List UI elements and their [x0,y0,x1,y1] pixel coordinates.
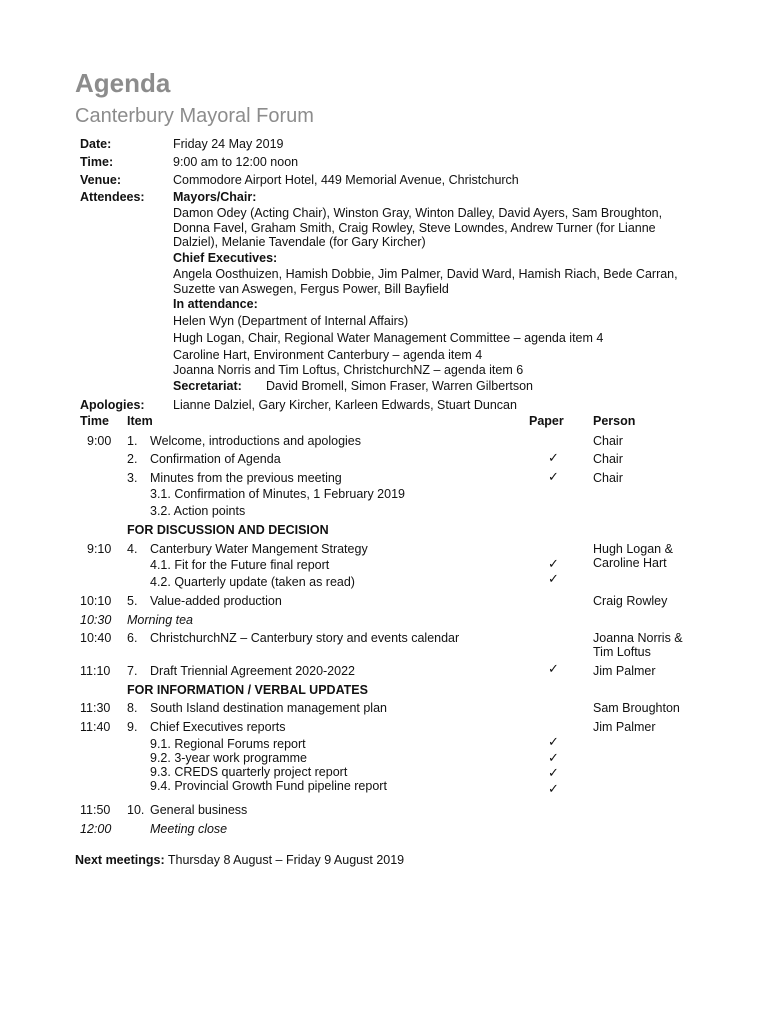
item-number: 1. [127,434,138,448]
item-person: Chair [593,452,623,466]
item-text: Confirmation of Agenda [150,452,281,466]
sub-item: 9.1. Regional Forums report [150,737,306,751]
page-subtitle: Canterbury Mayoral Forum [75,105,314,127]
item-text: Welcome, introductions and apologies [150,434,362,448]
sub-item: 4.2. Quarterly update (taken as read) [150,575,355,589]
sub-item: 9.4. Provincial Growth Fund pipeline report [150,779,387,793]
page-title: Agenda [75,68,171,98]
sub-item: 3.2. Action points [150,504,246,518]
attendance-line: Hugh Logan, Chair, Regional Water Management Committee – agenda item 4 [173,331,604,345]
item-person: Tim Loftus [593,645,651,659]
row-time: 10:40 [80,631,112,645]
sub-item: 9.3. CREDS quarterly project report [150,765,348,779]
attendance-heading: In attendance: [173,297,258,311]
ce-line: Suzette van Aswegen, Fergus Power, Bill Bayfield [173,282,449,296]
item-person: Joanna Norris & [593,631,683,645]
apologies-label: Apologies: [80,398,145,412]
header-paper: Paper [529,414,564,428]
item-person: Caroline Hart [593,556,667,570]
next-meetings-label: Next meetings: [75,853,165,867]
paper-check-icon: ✓ [548,766,559,781]
item-text: Draft Triennial Agreement 2020-2022 [150,664,355,678]
row-time: 10:30 [80,613,112,627]
item-text: Minutes from the previous meeting [150,471,342,485]
item-number: 7. [127,664,138,678]
attendance-line: Joanna Norris and Tim Loftus, ChristchurchNZ – agenda item 6 [173,363,524,377]
date-value: Friday 24 May 2019 [173,137,284,151]
paper-check-icon: ✓ [548,572,559,587]
venue-value: Commodore Airport Hotel, 449 Memorial Avenue, Christchurch [173,173,519,187]
sub-item: 4.1. Fit for the Future final report [150,558,330,572]
item-person: Hugh Logan & [593,542,673,556]
item-person: Chair [593,471,623,485]
paper-check-icon: ✓ [548,451,559,466]
secretariat-value: David Bromell, Simon Fraser, Warren Gilbertson [266,379,533,393]
venue-label: Venue: [80,173,121,187]
row-time: 9:10 [87,542,112,556]
header-time: Time [80,414,109,428]
item-number: 3. [127,471,138,485]
paper-check-icon: ✓ [548,735,559,750]
item-person: Jim Palmer [593,720,656,734]
item-text: South Island destination management plan [150,701,387,715]
item-number: 9. [127,720,138,734]
mayors-line: Donna Favel, Graham Smith, Craig Rowley, Steve Lowndes, Andrew Turner (for Lianne [173,221,656,235]
ce-heading: Chief Executives: [173,251,278,265]
item-number: 4. [127,542,138,556]
item-number: 2. [127,452,138,466]
time-label: Time: [80,155,114,169]
item-text: ChristchurchNZ – Canterbury story and events calendar [150,631,460,645]
mayors-line: Damon Odey (Acting Chair), Winston Gray, Winton Dalley, David Ayers, Sam Broughton, [173,206,663,220]
item-text: Canterbury Water Mangement Strategy [150,542,368,556]
item-person: Chair [593,434,623,448]
item-number: 8. [127,701,138,715]
ce-line: Angela Oosthuizen, Hamish Dobbie, Jim Palmer, David Ward, Hamish Riach, Bede Carran, [173,267,678,281]
header-item: Item [127,414,153,428]
date-label: Date: [80,137,112,151]
paper-check-icon: ✓ [548,782,559,797]
break-text: Morning tea [127,613,194,627]
row-time: 11:40 [80,720,111,734]
paper-check-icon: ✓ [548,662,559,677]
secretariat-label: Secretariat: [173,379,242,393]
section-heading: FOR INFORMATION / VERBAL UPDATES [127,683,368,697]
sub-item: 3.1. Confirmation of Minutes, 1 February 2019 [150,487,405,501]
row-time: 11:10 [80,664,111,678]
time-value: 9:00 am to 12:00 noon [173,155,299,169]
mayors-heading: Mayors/Chair: [173,190,257,204]
attendance-line: Helen Wyn (Department of Internal Affairs) [173,314,409,328]
item-person: Craig Rowley [593,594,668,608]
row-time: 10:10 [80,594,112,608]
apologies-value: Lianne Dalziel, Gary Kircher, Karleen Edwards, Stuart Duncan [173,398,517,412]
item-number: 10. [127,803,145,817]
paper-check-icon: ✓ [548,557,559,572]
mayors-line: Dalziel), Melanie Tavendale (for Gary Kircher) [173,235,426,249]
close-text: Meeting close [150,822,228,836]
paper-check-icon: ✓ [548,751,559,766]
attendance-line: Caroline Hart, Environment Canterbury – agenda item 4 [173,348,483,362]
item-person: Sam Broughton [593,701,680,715]
item-person: Jim Palmer [593,664,656,678]
section-heading: FOR DISCUSSION AND DECISION [127,523,329,537]
attendees-label: Attendees: [80,190,145,204]
item-text: General business [150,803,248,817]
paper-check-icon: ✓ [548,470,559,485]
header-person: Person [593,414,636,428]
item-text: Value-added production [150,594,282,608]
row-time: 12:00 [80,822,112,836]
next-meetings [75,853,404,868]
row-time: 11:30 [80,701,111,715]
row-time: 9:00 [87,434,112,448]
item-number: 6. [127,631,138,645]
row-time: 11:50 [80,803,111,817]
item-text: Chief Executives reports [150,720,286,734]
item-number: 5. [127,594,138,608]
next-meetings-value: Thursday 8 August – Friday 9 August 2019 [167,853,405,867]
sub-item: 9.2. 3-year work programme [150,751,308,765]
